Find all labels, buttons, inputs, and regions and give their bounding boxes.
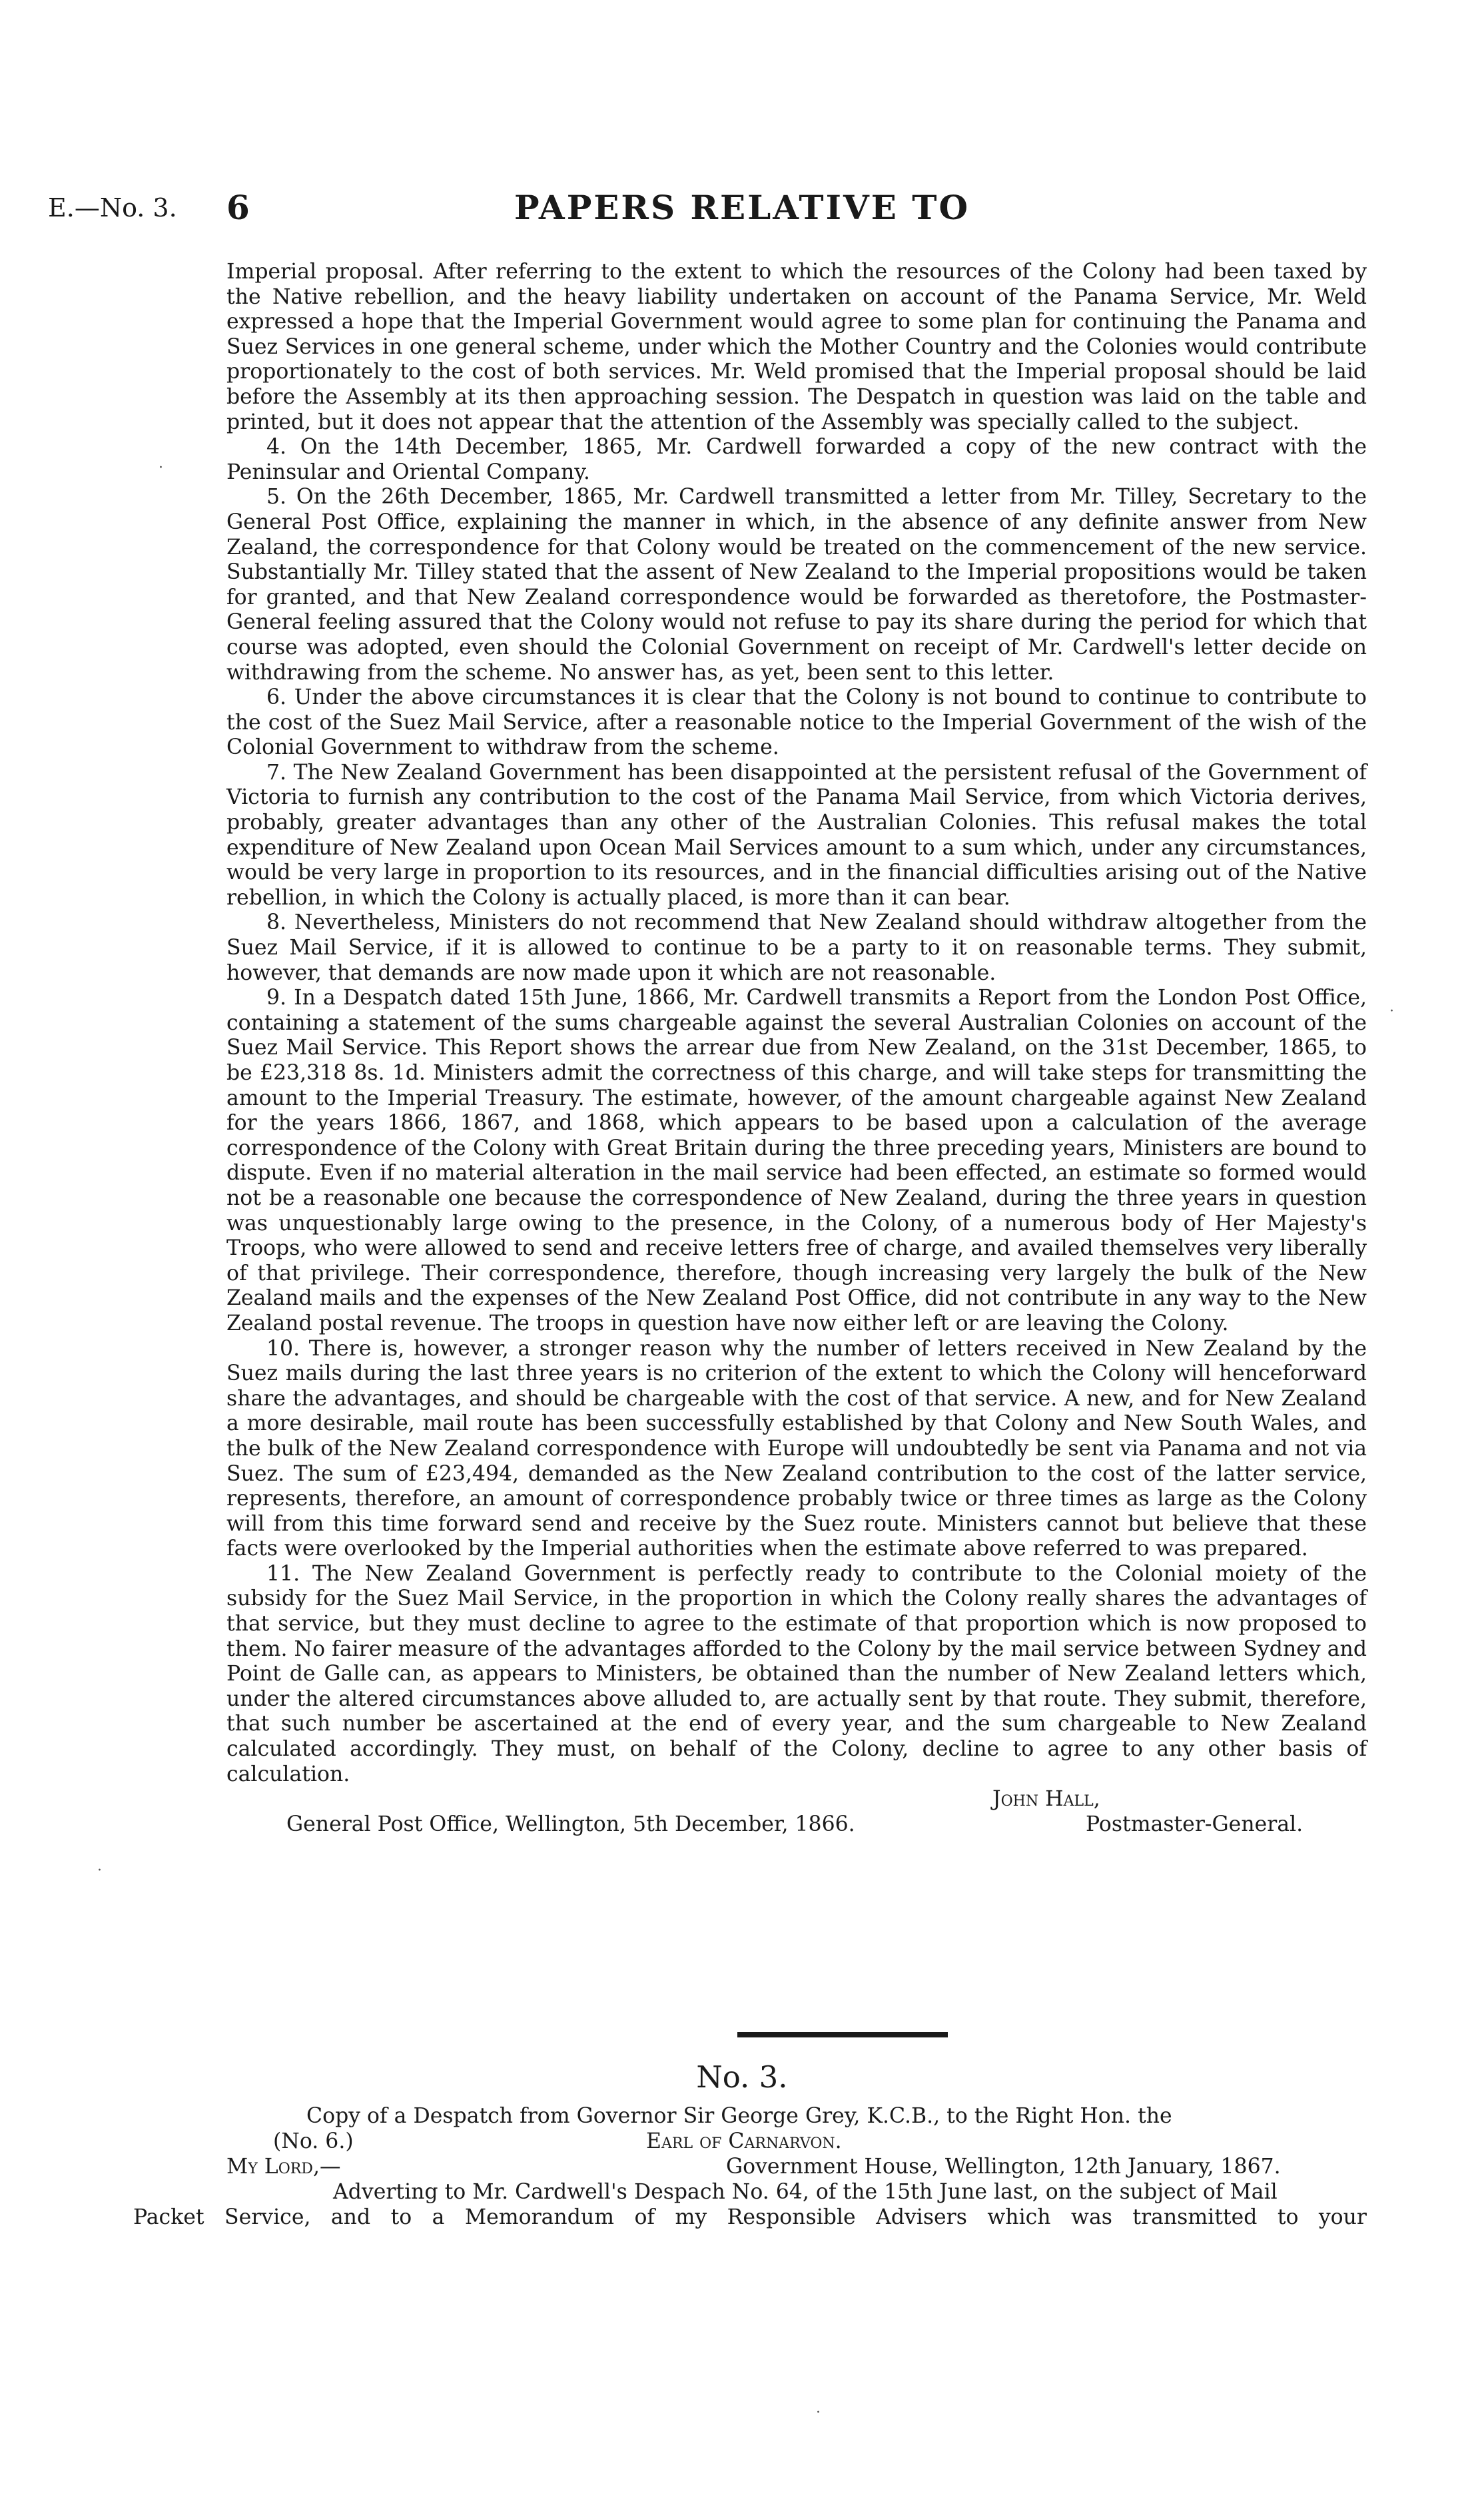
despatch-number: (No. 6.) (273, 2129, 354, 2153)
despatch-text-line-2: Packet Service, and to a Memorandum of my Responsible Advisers which was transmitted to your (133, 2205, 1367, 2229)
signature-row (226, 1787, 1367, 1812)
margin-mark: · (97, 1862, 102, 1879)
despatch-text-1: Adverting to Mr. Cardwell's Despach No. 64, of the 15th June last, on the subject of Mail (333, 2180, 1278, 2204)
page-header (0, 188, 1484, 234)
paragraph-9: 9. In a Despatch dated 15th June, 1866, Mr. Cardwell transmits a Report from the London Post Office, containing a statement of the sums chargeable against the several Australian Colonies on account of the Suez Mail Service. This Report shows the arrear due from New Zealand, on the 31st December, 1865, to be £23,318 8s. 1d. Ministers admit the correctness of this charge, and will take steps for transmitting the amount to the Imperial Treasury. The estimate, however, of the amount chargeable against New Zealand for the years 1866, 1867, and 1868, which appears to be based upon a calculation of the average correspondence of the Colony with Great Britain during the three preceding years, Ministers are bound to dispute. Even if no material alteration in the mail service had been effected, an estimate so formed would not be a reasonable one because the correspondence of New Zealand, during the three years in question was unquestionably large owing to the presence, in the Colony, of a numerous body of Her Majesty's Troops, who were allowed to send and receive letters free of charge, and availed themselves very liberally of that privilege. Their correspondence, therefore, though increasing very largely the bulk of the New Zealand mails and the expenses of the New Zealand Post Office, did not contribute in any way to the New Zealand postal revenue. The troops in question have now either left or are leaving the Colony. (226, 986, 1367, 1335)
running-title: PAPERS RELATIVE TO (514, 188, 970, 227)
despatch-text-line-1 (226, 2180, 1367, 2205)
signatory-title: Postmaster-General. (1086, 1812, 1303, 1837)
signatory-name: John Hall, (992, 1787, 1100, 1812)
paragraph-8: 8. Nevertheless, Ministers do not recommend that New Zealand should withdraw altogether from the Suez Mail Service, if it is allowed to continue to be a party to it on reasonable terms. They submit, however, that demands are now made upon it which are not reasonable. (226, 910, 1367, 985)
memorandum-body (226, 260, 1367, 1846)
margin-mark: · (159, 460, 163, 476)
despatch-caption: Copy of a Despatch from Governor Sir George Grey, K.C.B., to the Right Hon. the (306, 2104, 1172, 2128)
paragraph-11: 11. The New Zealand Government is perfectly ready to contribute to the Colonial moiety of the subsidy for the Suez Mail Service, in the proportion in which the Colony really shares the advantages of that service, but they must decline to agree to the estimate of that proportion which is now proposed to them. No fairer measure of the advantages afforded to the Colony by the mail service between Sydney and Point de Galle can, as appears to Ministers, be obtained than the number of New Zealand letters which, under the altered circumstances above alluded to, are actually sent by that route. They submit, therefore, that such number be ascertained at the end of every year, and the sum chargeable to New Zealand calculated accordingly. They must, on behalf of the Colony, decline to agree to any other basis of calculation. (226, 1561, 1367, 1786)
place-date: General Post Office, Wellington, 5th December, 1866. (286, 1812, 855, 1837)
paragraph-7: 7. The New Zealand Government has been disappointed at the persistent refusal of the Government of Victoria to furnish any contribution to the cost of the Panama Mail Service, from which Victoria derives, probably, greater advantages than any other of the Australian Colonies. This refusal makes the total expenditure of New Zealand upon Ocean Mail Services amount to a sum which, under any circumstances, would be very large in proportion to its resources, and in the financial difficulties arising out of the Native rebellion, in which the Colony is actually placed, is more than it can bear. (226, 760, 1367, 910)
paragraph-5: 5. On the 26th December, 1865, Mr. Cardwell transmitted a letter from Mr. Tilley, Secretary to the General Post Office, explaining the manner in which, in the absence of any definite answer from New Zealand, the correspondence for that Colony would be treated on the commencement of the new service. Substantially Mr. Tilley stated that the assent of New Zealand to the Imperial propositions would be taken for granted, and that New Zealand correspondence would be forwarded as theretofore, the Postmaster-General feeling assured that the Colony would not refuse to pay its share during the period for which that course was adopted, even should the Colonial Government on receipt of Mr. Cardwell's letter decide on withdrawing from the scheme. No answer has, as yet, been sent to this letter. (226, 485, 1367, 685)
section-title: No. 3. (696, 2059, 788, 2095)
document-reference: E.—No. 3. (48, 193, 177, 222)
salutation: My Lord,— (226, 2155, 341, 2179)
place-date-row (226, 1812, 1367, 1846)
paragraph-4: 4. On the 14th December, 1865, Mr. Cardwell forwarded a copy of the new contract with the Peninsular and Oriental Company. (226, 435, 1367, 484)
paragraph-continuation: Imperial proposal. After referring to the extent to which the resources of the Colony had been taxed by the Native rebellion, and the heavy liability undertaken on account of the Panama Service, Mr. Weld expressed a hope that the Imperial Government would agree to some plan for continuing the Panama and Suez Services in one general scheme, under which the Mother Country and the Colonies would contribute proportionately to the cost of both services. Mr. Weld promised that the Imperial proposal should be laid before the Assembly at its then approaching session. The Despatch in question was laid on the table and printed, but it does not appear that the attention of the Assembly was specially called to the subject. (226, 260, 1367, 434)
despatch-recipient: Earl of Carnarvon. (646, 2129, 842, 2153)
paragraph-6: 6. Under the above circumstances it is clear that the Colony is not bound to continue to contribute to the cost of the Suez Mail Service, after a reasonable notice to the Imperial Government of the wish of the Colonial Government to withdraw from the scheme. (226, 685, 1367, 760)
page-number: 6 (226, 188, 250, 227)
margin-mark: · (816, 2404, 821, 2421)
margin-mark: · (1389, 1003, 1394, 1020)
section-divider (737, 2032, 948, 2037)
address-date: Government House, Wellington, 12th January, 1867. (726, 2155, 1281, 2179)
paragraph-10: 10. There is, however, a stronger reason why the number of letters received in New Zealand by the Suez mails during the last three years is no criterion of the extent to which the Colony will henceforward share the advantages, and should be chargeable with the cost of that service. A new, and for New Zealand a more desirable, mail route has been successfully established by that Colony and New South Wales, and the bulk of the New Zealand correspondence with Europe will undoubtedly be sent via Panama and not via Suez. The sum of £23,494, demanded as the New Zealand contribution to the cost of the latter service, represents, therefore, an amount of correspondence probably twice or three times as large as the Colony will from this time forward send and receive by the Suez route. Ministers cannot but believe that these facts were overlooked by the Imperial authorities when the estimate above referred to was prepared. (226, 1336, 1367, 1561)
